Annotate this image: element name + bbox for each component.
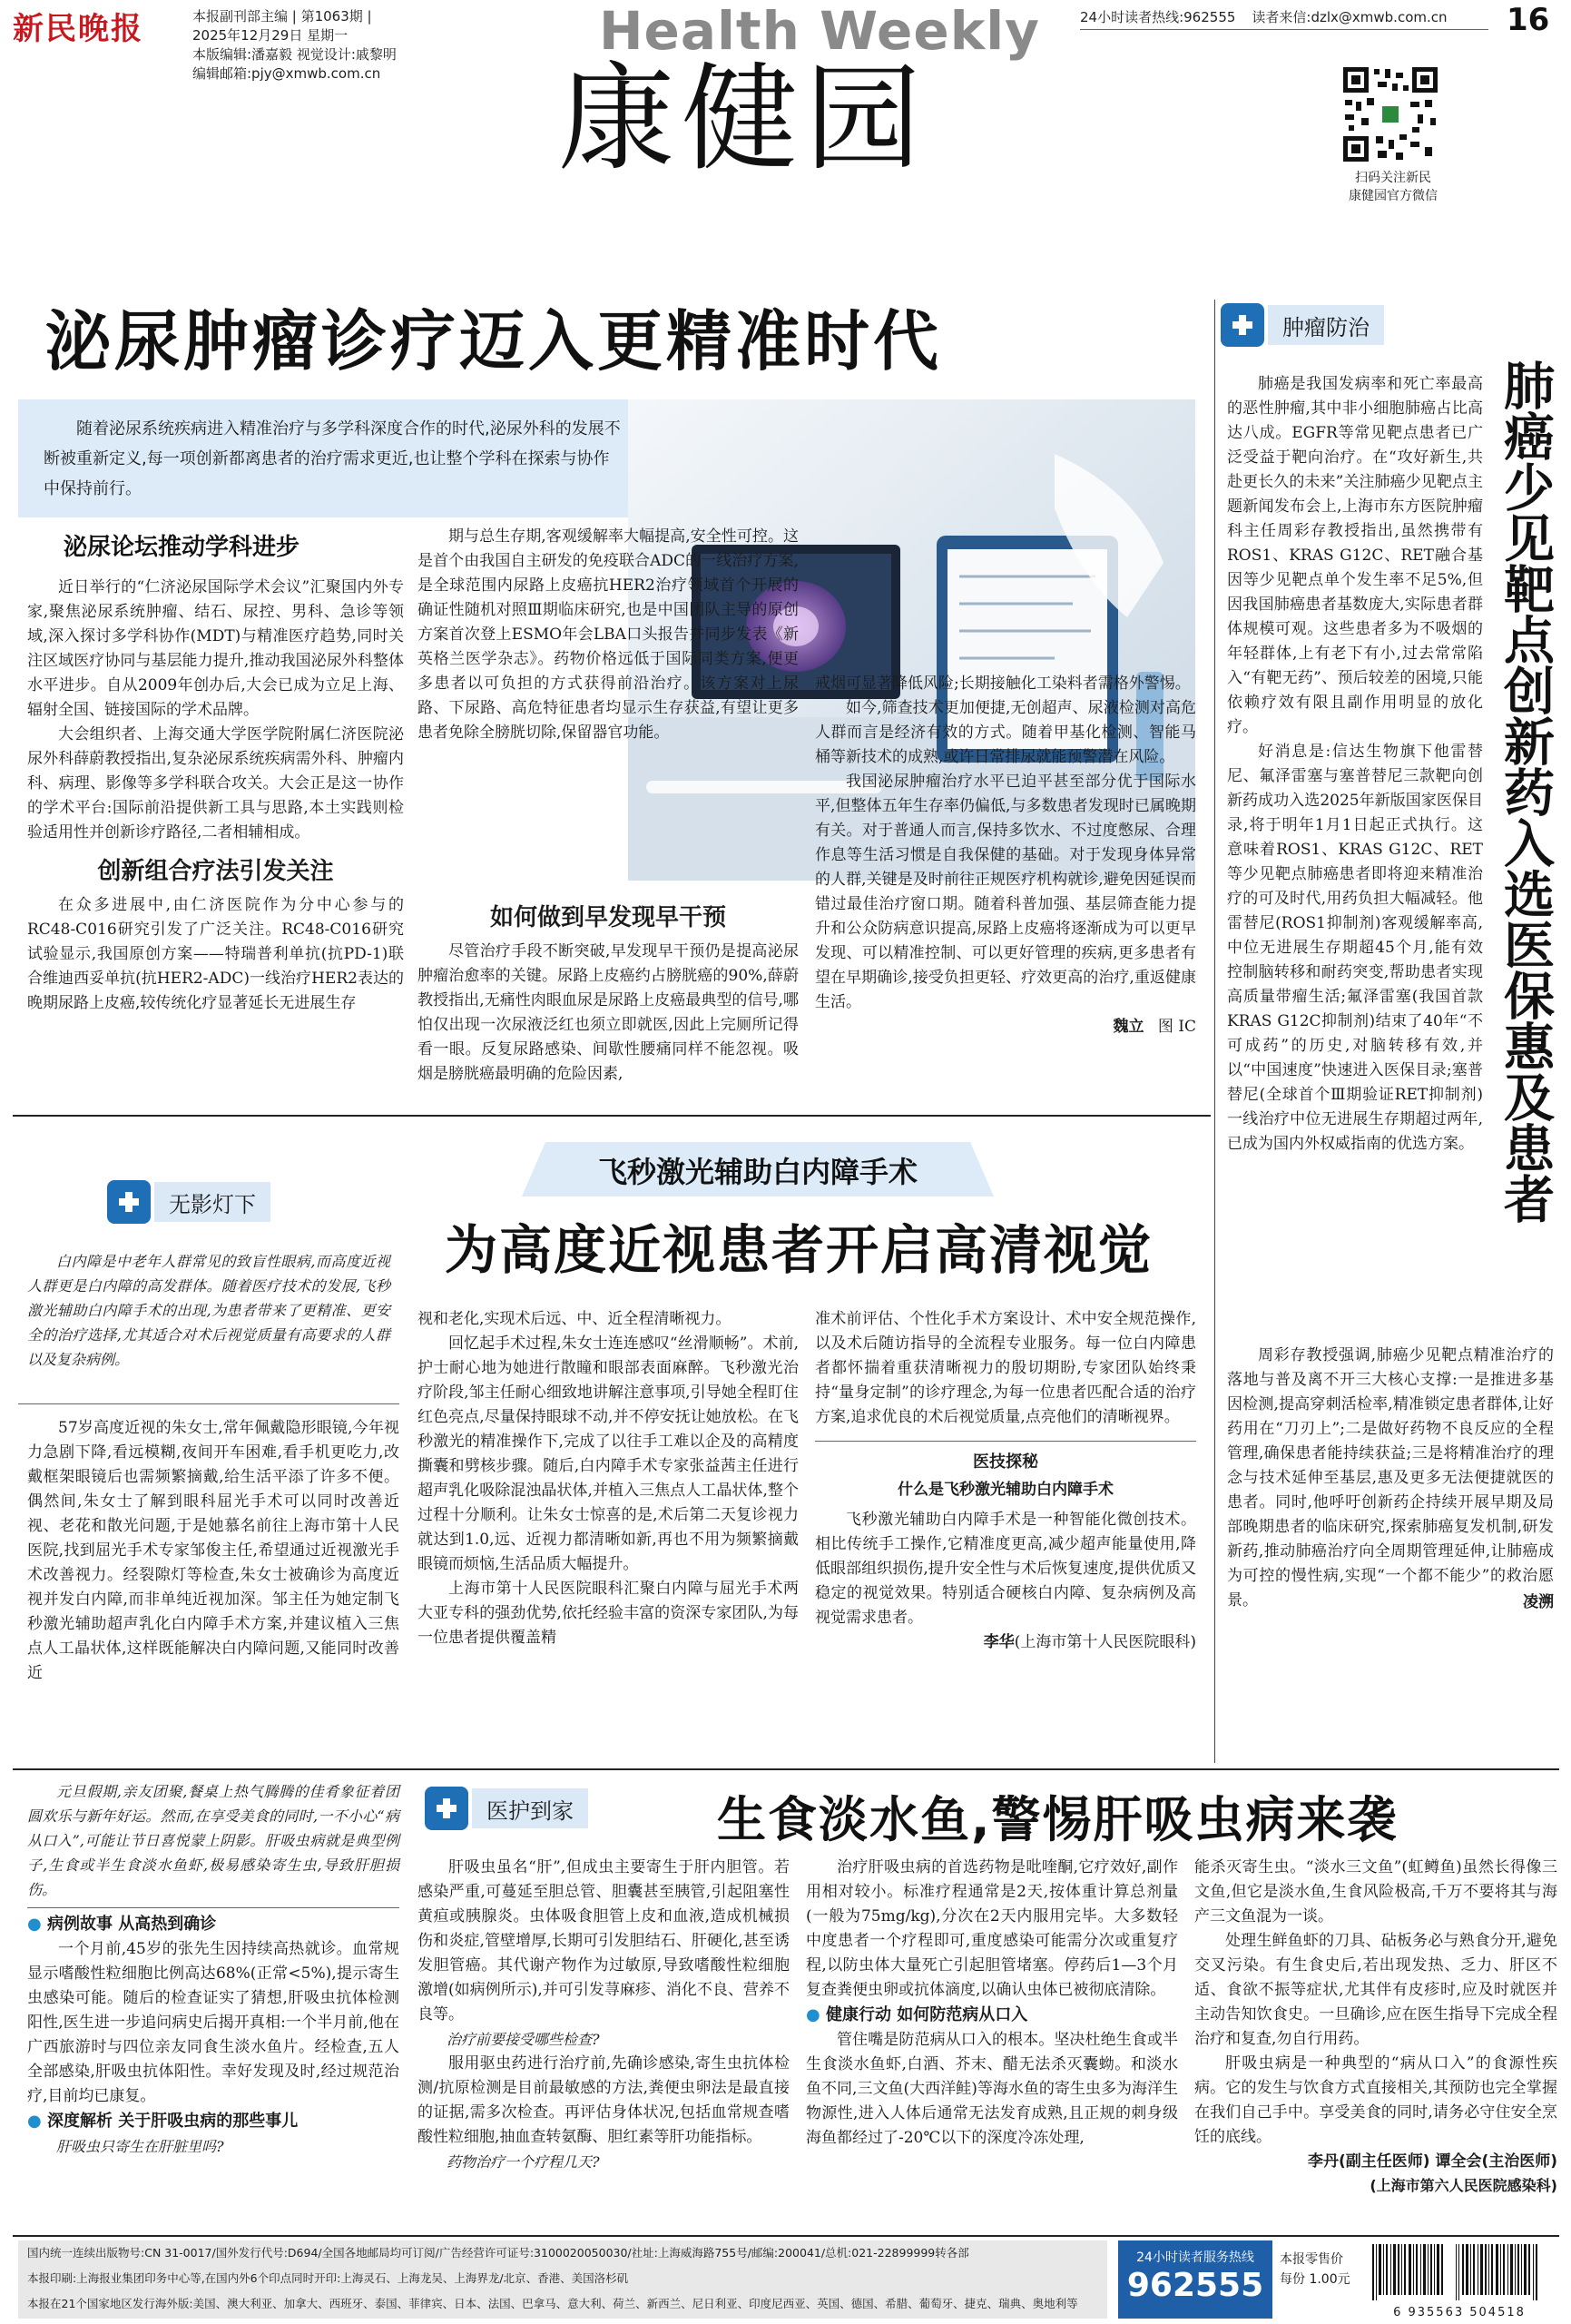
price-box	[1280, 2250, 1361, 2290]
editor-email: 编辑邮箱:pjy@xmwb.com.cn	[192, 65, 381, 82]
qr-caption-line2: 康健园官方微信	[1349, 189, 1438, 203]
liver-column-1	[27, 1779, 399, 2159]
lead-column-2-lower	[417, 899, 799, 1087]
right-column-body	[1227, 372, 1483, 1157]
lead-image-credit: 图 IC	[1157, 1018, 1196, 1036]
tag-tumor-prevention	[1221, 303, 1384, 347]
cataract-column-2	[417, 1307, 799, 1650]
liver-intro: 元旦假期,亲友团聚,餐桌上热气腾腾的佳肴象征着团圆欢乐与新年好运。然而,在享受美食的同时,一不小心“病从口入”,可能让节日喜悦蒙上阴影。肝吸虫病就是典型例子,生食或半生食淡水鱼虾,极易感染寄生虫,导致肝胆损伤。	[27, 1783, 399, 1898]
right-byline: 凌溯	[1523, 1593, 1554, 1611]
liver-col3-p1: 治疗肝吸虫病的首选药物是吡喹酮,它疗效好,副作用相对较小。标准疗程通常是2天,按体重计算总剂量(一般为75mg/kg),分次在2天内服用完毕。大多数轻中度患者一个疗程即可,重度感染可能需分次或重复疗程,以防虫体大量死亡引起胆管堵塞。停药后1—3个月复查粪便虫卵或抗体滴度,以确认虫体已被彻底清除。	[806, 1858, 1178, 1999]
cataract-col3-p2: 飞秒激光辅助白内障手术是一种智能化微创技术。相比传统手工操作,它精准度更高,减少超声能量使用,降低眼部组织损伤,提升安全性与术后恢复速度,提供优质又稳定的视觉效果。特别适合硬核白内障、复杂病例及高视觉需求患者。	[815, 1511, 1196, 1627]
right-p3: 周彩存教授强调,肺癌少见靶点精准治疗的落地与普及离不开三大核心支撑:一是推进多基因检测,提高穿刺活检率,精准锁定患者群体,让好药用在“刀刃上”;二是做好药物不良反应的全程管理,确保患者能持续获益;三是将精准治疗的理念与技术延伸至基层,惠及更多无法便捷就医的患者。同时,他呼吁创新药企持续开展早期及局部晚期患者的临床研究,探索肺癌复发机制,研发新药,推动肺癌治疗向全周期管理延伸,让肺癌成为可控的慢性病,实现“一个都不能少”的救治愿景。	[1227, 1346, 1554, 1610]
cataract-intro: 白内障是中老年人群常见的致盲性眼病,而高度近视人群更是白内障的高发群体。随着医疗技术的发展,飞秒激光辅助白内障手术的出现,为患者带来了更精准、更安全的治疗选择,尤其适合对术后视觉质量有高要求的人群以及复杂病例。	[27, 1253, 390, 1368]
cataract-byline: 李华	[983, 1633, 1015, 1651]
lead-col1-p2: 大会组织者、上海交通大学医学院附属仁济医院泌尿外科薛蔚教授指出,复杂泌尿系统疾病需外科、肿瘤内科、病理、影像等多学科联合攻关。大会正是这一协作的学术平台:国际前沿提供新工具与思路,本土实践则检验适用性并创新诊疗路径,二者相辅相成。	[27, 725, 404, 842]
cataract-col2-p3: 上海市第十人民医院眼科汇聚白内障与屈光手术两大亚专科的强劲优势,依托经验丰富的资深专家团队,为每一位患者提供覆盖精	[417, 1580, 799, 1647]
lead-byline-row	[815, 1015, 1196, 1039]
tag-label: 医护到家	[472, 1788, 588, 1828]
lead-col3-p3: 我国泌尿肿瘤治疗水平已迫平甚至部分优于国际水平,但整体五年生存率仍偏低,与多数患者发现时已属晚期有关。对于普通人而言,保持多饮水、不过度憋尿、合理作息等生活习惯是自我保健的基础。对于发现身体异常的人群,关键是及时前往正规医疗机构就诊,避免因延误而错过最佳治疗窗口期。随着科普加强、基层筛查能力提升和公众防病意识提高,尿路上皮癌将逐渐成为可以更早发现、可以精准控制、可以更好管理的疾病,更多患者有望在早期确诊,接受负担更轻、疗效更高的治疗,重返健康生活。	[815, 773, 1196, 1011]
liver-col4-p2: 处理生鲜鱼虾的刀具、砧板务必与熟食分开,避免交叉污染。有生食史后,若出现发热、乏力、肝区不适、食欲不振等症状,尤其伴有皮疹时,应及时就医并主动告知饮食史。一旦确诊,应在医生指导下完成全程治疗和复查,勿自行用药。	[1194, 1932, 1557, 2048]
price-value: 每份 1.00元	[1280, 2272, 1350, 2287]
cataract-column-3	[815, 1307, 1196, 1655]
bullet-icon: ●	[806, 2005, 826, 2024]
masthead-info	[192, 7, 465, 84]
qr-code-icon[interactable]	[1341, 65, 1439, 163]
liver-heading-3-text: 健康行动 如何防范病从口入	[825, 2005, 1028, 2024]
section-title-cn: 康健园	[558, 52, 929, 187]
cataract-intro-block	[27, 1249, 390, 1372]
service-label: 24小时读者服务热线	[1136, 2250, 1254, 2265]
lead-intro: 随着泌尿系统疾病进入精准治疗与多学科深度合作的时代,泌尿外科的发展不断被重新定义,每一项创新都离患者的治疗需求更近,也让整个学科在探索与协作中保持前行。	[44, 419, 621, 498]
liver-question-3: 药物治疗一个疗程几天?	[447, 2153, 600, 2171]
liver-col4-p1: 能杀灭寄生虫。“淡水三文鱼”(虹鳟鱼)虽然长得像三文鱼,但它是淡水鱼,生食风险极高,千万不要将其与海产三文鱼混为一谈。	[1194, 1858, 1557, 1925]
liver-column-2	[417, 1856, 790, 2174]
medical-cross-icon	[1221, 303, 1264, 347]
liver-column-4	[1194, 1856, 1557, 2198]
right-headline: 肺癌少见靶点创新药入选医保惠及患者	[1496, 359, 1555, 1224]
cataract-box	[815, 1441, 1196, 1499]
reader-hotline: 24小时读者热线:962555	[1080, 9, 1236, 25]
lead-column-1	[27, 576, 404, 1016]
qr-caption-line1: 扫码关注新民	[1355, 171, 1431, 185]
lead-column-2	[417, 525, 799, 745]
lead-col3-p1: 戒烟可显著降低风险;长期接触化工染料者需格外警惕。	[815, 675, 1191, 693]
cataract-col3-p1: 准术前评估、个性化手术方案设计、术中安全规范操作,以及术后随访指导的全流程专业服务。每一位白内障患者都怀揣着重获清晰视力的殷切期盼,专家团队始终秉持“量身定制”的诊疗理念,为每一位患者匹配合适的治疗方案,追求优良的术后视觉质量,点亮他们的清晰视界。	[815, 1310, 1196, 1426]
lead-subhead-3: 如何做到早发现早干预	[489, 904, 726, 931]
liver-column-3	[806, 1856, 1178, 2151]
liver-byline: 李丹(副主任医师) 谭全会(主治医师)	[1308, 2152, 1557, 2171]
medical-cross-icon	[425, 1787, 468, 1830]
service-hotline-box	[1118, 2240, 1272, 2319]
right-column-body-lower	[1227, 1344, 1554, 1611]
liver-question-2: 治疗前要接受哪些检查?	[447, 2031, 600, 2048]
lead-col2-p1: 期与总生存期,客观缓解率大幅提高,安全性可控。这是首个由我国自主研发的免疫联合ADC的一线治疗方案,是全球范围内尿路上皮癌抗HER2治疗领域首个开展的确证性随机对照Ⅲ期临床研究,也是中国团队主导的原创方案首次登上ESMO年会LBA口头报告并同步发表《新英格兰医学杂志》。药物价格远低于国际同类方案,便更多患者以可负担的方式获得前沿治疗。该方案对上尿路、下尿路、高危特征患者均显示生存获益,有望让更多患者免除全膀胱切除,保留器官功能。	[417, 527, 799, 742]
cataract-box-subtitle: 什么是飞秒激光辅助白内障手术	[898, 1481, 1114, 1499]
edition-info: 本报副刊部主编 | 第1063期 |	[192, 8, 372, 25]
cataract-col1-p1: 57岁高度近视的朱女士,常年佩戴隐形眼镜,今年视力急剧下降,看远模糊,夜间开车困难,看手机更吃力,改戴框架眼镜后也需频繁摘戴,给生活平添了许多不便。偶然间,朱女士了解到眼科屈光手术可以同时改善近视、老花和散光问题,于是她慕名前往上海市第十人民医院,找到屈光手术专家邹俊主任,希望通过近视激光手术改善视力。经裂隙灯等检查,朱女士被确诊为高度近视并发白内障,而非单纯近视加深。邹主任为她定制飞秒激光辅助超声乳化白内障手术方案,并建议植入三焦点人工晶状体,这样既能解决白内障问题,又能同时改善近	[27, 1419, 399, 1682]
cataract-headline: 为高度近视患者开启高清视觉	[444, 1219, 1153, 1281]
newspaper-logo: 新民晚报	[13, 11, 143, 47]
liver-heading-2-text: 深度解析 关于肝吸虫病的那些事儿	[46, 2112, 299, 2131]
liver-headline: 生食淡水鱼,警惕肝吸虫病来袭	[717, 1791, 1399, 1848]
liver-col1-p1: 一个月前,45岁的张先生因持续高热就诊。血常规显示嗜酸性粒细胞比例高达68%(正常<5%),提示寄生虫感染可能。随后的检查证实了猜想,肝吸虫抗体检测阳性,医生进一步追问病史后揭开真相:一个半月前,他在广西旅游时与四位亲友同食生淡水鱼片。经检查,五人全部感染,肝吸虫抗体阳性。幸好发现及时,经过规范治疗,目前均已康复。	[27, 1940, 399, 2105]
issue-date: 2025年12月29日 星期一	[192, 27, 349, 44]
lead-headline: 泌尿肿瘤诊疗迈入更精准时代	[45, 303, 943, 379]
liver-heading-2	[27, 2109, 399, 2134]
lead-column-3	[815, 672, 1196, 1039]
liver-col3-p2: 管住嘴是防范病从口入的根本。坚决杜绝生食或半生食淡水鱼虾,白酒、芥末、醋无法杀灭囊蚴。和淡水鱼不同,三文鱼(大西洋鲑)等海水鱼的寄生虫多为海洋生物源性,进入人体后通常无法发育成熟,且正规的刺身级海鱼都经过了-20℃以下的深度冷冻处理,	[806, 2031, 1178, 2147]
right-p1: 肺癌是我国发病率和死亡率最高的恶性肿瘤,其中非小细胞肺癌占比高达八成。EGFR等常见靶点患者已广泛受益于靶向治疗。在“攻好新生,共赴更长久的未来”关注肺癌少见靶点主题新闻发布会上,上海市东方医院肿瘤科主任周彩存教授指出,虽然携带有ROS1、KRAS G12C、RET融合基因等少见靶点单个发生率不足5%,但因我国肺癌患者基数庞大,实际患者群体规模可观。这些患者多为不吸烟的年轻群体,上有老下有小,过去常常陷入“有靶无药”、预后较差的困境,只能依赖疗效有限且副作用明显的放化疗。	[1227, 375, 1483, 736]
reader-contact	[1080, 7, 1448, 26]
footer-line-1: 国内统一连续出版物号:CN 31-0017/国外发行代号:D694/全国各地邮局均可订阅/广告经营许可证号:3100020050030/社址:上海威海路755号/邮编:200041/总机:021-22899999转各部	[27, 2246, 969, 2260]
footer-line-2: 本报印刷:上海报业集团印务中心等,在国内外6个印点同时开印:上海灵石、上海龙吴、上海界龙/北京、香港、美国洛杉矶	[27, 2271, 629, 2285]
qr-caption	[1334, 169, 1452, 205]
tag-shadowless-lamp	[107, 1180, 270, 1224]
cataract-column-1	[27, 1416, 399, 1686]
liver-heading-3	[806, 2003, 1178, 2028]
medical-cross-icon	[107, 1180, 151, 1224]
tag-label: 肿瘤防治	[1268, 305, 1384, 345]
lead-col1-p3: 在众多进展中,由仁济医院作为分中心参与的RC48-C016研究引发了广泛关注。RC48-C016研究试验显示,我国原创方案——特瑞普利单抗(抗PD-1)联合维迪西妥单抗(抗HER2-ADC)一线治疗HER2表达的晚期尿路上皮癌,较传统化疗显著延长无进展生存	[27, 896, 404, 1012]
price-label: 本报零售价	[1280, 2252, 1343, 2267]
barcode-icon	[1369, 2242, 1550, 2319]
page-number: 16	[1507, 2, 1550, 38]
editors: 本版编辑:潘嘉毅 视觉设计:戚黎明	[192, 46, 397, 63]
tag-label: 无影灯下	[154, 1182, 270, 1222]
lead-col3-p2: 如今,筛查技术更加便捷,无创超声、尿液检测对高危人群而言是经济有效的方式。随着甲基化检测、智能马桶等新技术的成熟,或许日常排尿就能预警潜在风险。	[815, 699, 1196, 766]
liver-col4-p3: 肝吸虫病是一种典型的“病从口入”的食源性疾病。它的发生与饮食方式直接相关,其预防也完全掌握在我们自己手中。享受美食的同时,请务必守住安全烹饪的底线。	[1194, 2054, 1557, 2146]
liver-question-1: 肝吸虫只寄生在肝脏里吗?	[56, 2138, 224, 2155]
bullet-icon: ●	[27, 1915, 47, 1934]
lead-byline: 魏立	[1113, 1018, 1144, 1036]
liver-col2-p1: 肝吸虫虽名“肝”,但成虫主要寄生于肝内胆管。若感染严重,可蔓延至胆总管、胆囊甚至胰管,引起阻塞性黄疸或胰腺炎。虫体吸食胆管上皮和血液,造成机械损伤和炎症,管壁增厚,长期可引发胆结石、肝硬化,甚至诱发胆管癌。其代谢产物作为过敏原,导致嗜酸性粒细胞激增(如病例所示),并可引发荨麻疹、消化不良、营养不良等。	[417, 1858, 790, 2024]
section-title-en: Health Weekly	[599, 0, 1040, 62]
lead-subhead-2: 创新组合疗法引发关注	[97, 858, 334, 885]
reader-email: 读者来信:dzlx@xmwb.com.cn	[1252, 9, 1448, 25]
service-number: 962555	[1126, 2267, 1264, 2304]
footer-info	[18, 2240, 1107, 2319]
lead-col1-p1: 近日举行的“仁济泌尿国际学术会议”汇聚国内外专家,聚焦泌尿系统肿瘤、结石、尿控、男科、急诊等领域,深入探讨多学科协作(MDT)与精准医疗趋势,同时关注区域医疗协同与基层能力提升,推动我国泌尿外科整体水平进步。自从2009年创办后,大会已成为立足上海、辐射全国、链接国际的学术品牌。	[27, 578, 404, 719]
lead-subhead-1: 泌尿论坛推动学科进步	[64, 534, 300, 561]
liver-heading-1-text: 病例故事 从高热到确诊	[46, 1915, 217, 1934]
barcode-number: 6 935563 504518	[1393, 2306, 1526, 2319]
lead-col2-p2: 尽管治疗手段不断突破,早发现早干预仍是提高泌尿肿瘤治愈率的关键。尿路上皮癌约占膀胱癌的90%,薛蔚教授指出,无痛性肉眼血尿是尿路上皮癌最典型的信号,哪怕仅出现一次尿液泛红也须立即就医,因此上完厕所记得看一眼。反复尿路感染、间歇性腰痛同样不能忽视。吸烟是膀胱癌最明确的危险因素,	[417, 942, 799, 1083]
cataract-kicker: 飞秒激光辅助白内障手术	[597, 1155, 918, 1189]
cataract-col2-p2: 回忆起手术过程,朱女士连连感叹“丝滑顺畅”。术前,护士耐心地为她进行散瞳和眼部表面麻醉。飞秒激光治疗阶段,邹主任耐心细致地讲解注意事项,引导她全程盯住红色亮点,尽量保持眼球不动,并不停安抚让她放松。在飞秒激光的精准操作下,完成了以往手工难以企及的高精度撕囊和劈核步骤。随后,白内障手术专家张益茜主任进行超声乳化吸除混浊晶状体,并植入三焦点人工晶状体,整个过程十分顺利。让朱女士惊喜的是,术后第二天复诊视力就达到1.0,远、近视力都清晰如新,再也不用为频繁摘戴眼镜而烦恼,生活品质大幅提升。	[417, 1334, 799, 1573]
cataract-byline-org: (上海市第十人民医院眼科)	[1014, 1633, 1196, 1651]
liver-byline-org: (上海市第六人民医院感染科)	[1370, 2177, 1557, 2194]
cataract-box-title: 医技探秘	[973, 1452, 1038, 1472]
cataract-byline-row	[815, 1630, 1196, 1655]
cataract-col2-p1: 视和老化,实现术后远、中、近全程清晰视力。	[417, 1310, 731, 1328]
right-p2: 好消息是:信达生物旗下他雷替尼、氟泽雷塞与塞普替尼三款靶向创新药成功入选2025年新版国家医保目录,将于明年1月1日起正式执行。这意味着ROS1、KRAS G12C、RET等少见靶点肺癌患者即将迎来精准治疗的可及时代,用药负担大幅减轻。他雷替尼(ROS1抑制剂)客观缓解率高,中位无进展生存期超45个月,能有效控制脑转移和耐药突变,帮助患者实现高质量带瘤生活;氟泽雷塞(我国首款KRAS G12C抑制剂)结束了40年“不可成药”的历史,对脑转移有效,并以“中国速度”快速进入医保目录;塞普替尼(全球首个Ⅲ期验证RET抑制剂)一线治疗中位无进展生存期超过两年,已成为国内外权威指南的优选方案。	[1227, 743, 1483, 1153]
footer-line-3: 本报在21个国家地区发行海外版:美国、澳大利亚、加拿大、西班牙、泰国、菲律宾、日本、法国、巴拿马、意大利、荷兰、新西兰、尼日利亚、印度尼西亚、英国、德国、希腊、葡萄牙、捷克、瑞典、奥地利等	[27, 2297, 1078, 2310]
liver-col2-p2: 服用驱虫药进行治疗前,先确诊感染,寄生虫抗体检测/抗原检测是目前最敏感的方法,粪便虫卵法是最直接的证据,需多次检查。再评估身体状况,包括血常规查嗜酸性粒细胞,抽血查转氨酶、胆红素等肝功能指标。	[417, 2054, 790, 2146]
liver-heading-1	[27, 1912, 399, 1937]
bullet-icon: ●	[27, 2112, 47, 2131]
tag-care-at-home	[425, 1787, 588, 1830]
